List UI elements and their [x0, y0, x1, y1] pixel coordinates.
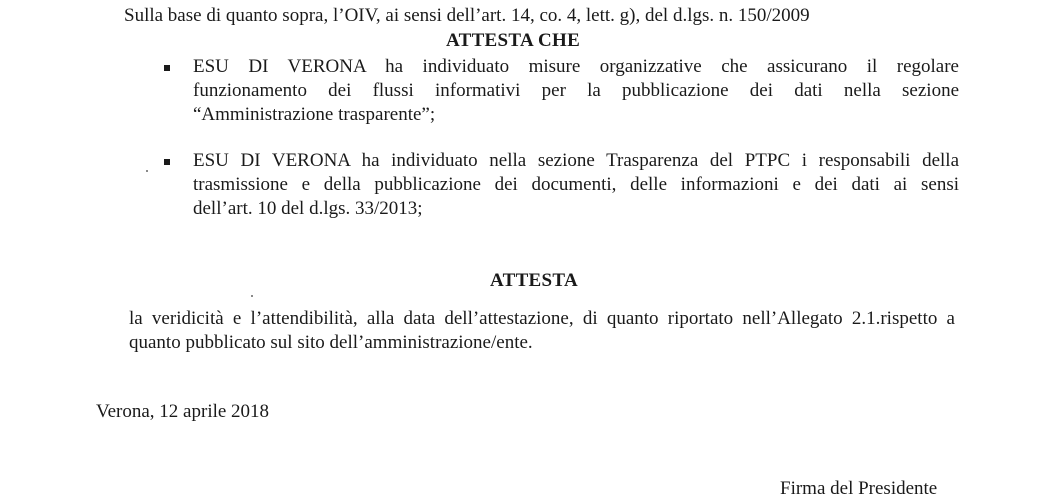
bullet-2-line-2: trasmissione e della pubblicazione dei documenti, delle informazioni e dei dati ai sensi	[193, 174, 959, 195]
intro-text: Sulla base di quanto sopra, l’OIV, ai sensi dell’art. 14, co. 4, lett. g), del d.lgs. n. 150/2009	[124, 5, 810, 26]
place-date: Verona, 12 aprile 2018	[96, 401, 270, 422]
conclusion-line-2: quanto pubblicato sul sito dell’amministrazione/ente.	[129, 332, 533, 353]
signature-label: Firma del Presidente	[780, 478, 938, 499]
bullet-1-line-2: funzionamento dei flussi informativi per la pubblicazione dei dati nella sezione	[193, 80, 959, 101]
heading-attesta: ATTESTA	[490, 270, 578, 291]
scan-speck	[146, 170, 148, 172]
bullet-1-line-3: “Amministrazione trasparente”;	[193, 104, 436, 125]
conclusion-line-1: la veridicità e l’attendibilità, alla data dell’attestazione, di quanto riportato nell’Allegato 2.1.rispetto a	[129, 308, 955, 329]
bullet-2-line-1: ESU DI VERONA ha individuato nella sezione Trasparenza del PTPC i responsabili della	[193, 150, 959, 171]
scan-speck	[251, 295, 253, 297]
heading-attesta-che: ATTESTA CHE	[446, 30, 581, 51]
bullet-marker-1	[164, 65, 170, 71]
bullet-2-line-3: dell’art. 10 del d.lgs. 33/2013;	[193, 198, 423, 219]
bullet-marker-2	[164, 159, 170, 165]
bullet-1-line-1: ESU DI VERONA ha individuato misure organizzative che assicurano il regolare	[193, 56, 959, 77]
